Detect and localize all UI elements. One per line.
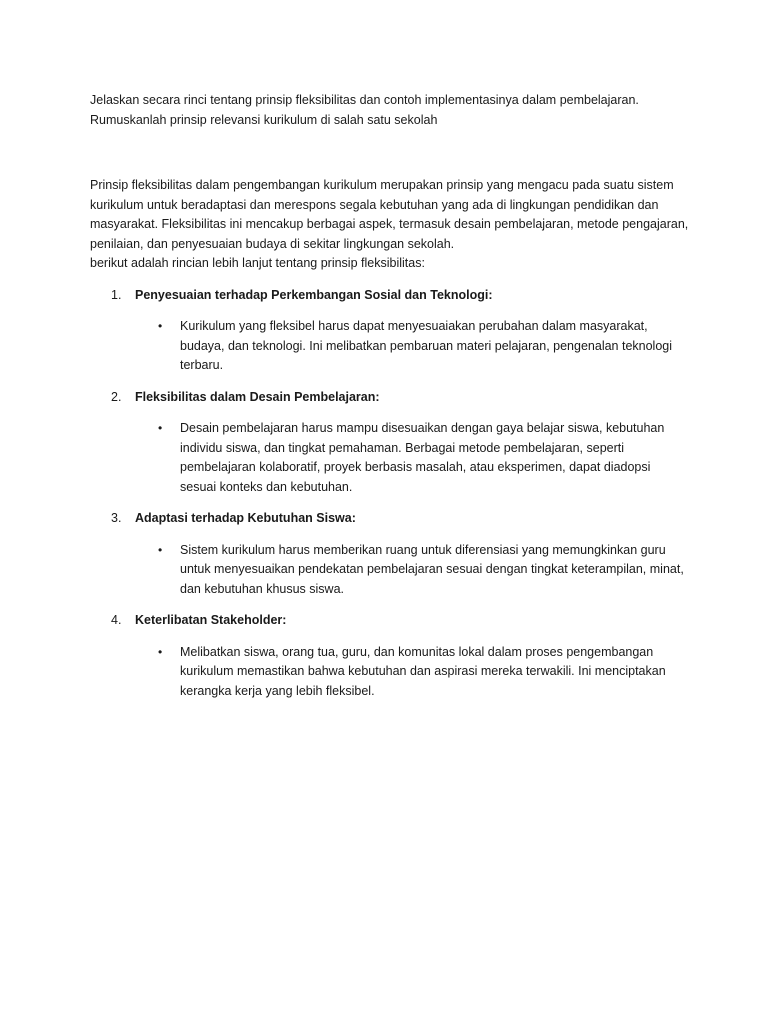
question-line-1: Jelaskan secara rinci tentang prinsip fleksibilitas dan contoh implementasinya dalam pembelajaran.: [90, 93, 639, 107]
bullet-icon: •: [158, 644, 163, 659]
bullet-text: Desain pembelajaran harus mampu disesuaikan dengan gaya belajar siswa, kebutuhan individu siswa, dan tingkat pemahaman. Berbagai metode pembelajaran, seperti pembelajaran kolaboratif, proyek berbasis masalah, atau eksperimen, dapat diadopsi sesuai konteks dan kebutuhan.: [180, 421, 665, 494]
section-2: [90, 388, 690, 498]
section-title: Adaptasi terhadap Kebutuhan Siswa:: [135, 511, 356, 525]
section-number: 4.: [111, 613, 122, 627]
bullet-item: [90, 317, 690, 376]
section-heading: [90, 388, 690, 408]
bullet-text: Kurikulum yang fleksibel harus dapat menyesuaiakan perubahan dalam masyarakat, budaya, dan teknologi. Ini melibatkan pembaruan materi pelajaran, pengenalan teknologi terbaru.: [180, 319, 673, 372]
section-heading: [90, 611, 690, 631]
question-block: [90, 91, 690, 130]
intro-block: [90, 176, 690, 274]
document-page: [90, 91, 690, 701]
bullet-item: [90, 541, 690, 600]
section-title: Penyesuaian terhadap Perkembangan Sosial dan Teknologi:: [135, 287, 493, 302]
bullet-text: Sistem kurikulum harus memberikan ruang untuk diferensiasi yang memungkinkan guru untuk menyesuaikan pendekatan pembelajaran sesuai dengan tingkat keterampilan, minat, dan kebutuhan khusus siswa.: [180, 542, 684, 596]
section-number: 1.: [111, 287, 122, 302]
section-heading: [90, 509, 690, 529]
section-1: [90, 286, 690, 376]
section-title: Keterlibatan Stakeholder:: [135, 613, 287, 627]
section-title: Fleksibilitas dalam Desain Pembelajaran:: [135, 389, 380, 404]
bullet-icon: •: [158, 319, 163, 333]
bullet-item: [90, 643, 690, 702]
section-heading: [90, 286, 690, 306]
bullet-text: Melibatkan siswa, orang tua, guru, dan komunitas lokal dalam proses pengembangan kurikulum memastikan bahwa kebutuhan dan aspirasi mereka terwakili. Ini menciptakan kerangka kerja yang lebih fleksibel.: [180, 644, 666, 698]
question-line-2: Rumuskanlah prinsip relevansi kurikulum di salah satu sekolah: [90, 112, 438, 127]
bullet-item: [90, 419, 690, 497]
section-number: 3.: [111, 511, 122, 525]
intro-lead: berikut adalah rincian lebih lanjut tentang prinsip fleksibilitas:: [90, 256, 425, 270]
bullet-icon: •: [158, 421, 163, 435]
section-3: [90, 509, 690, 599]
intro-paragraph: Prinsip fleksibilitas dalam pengembangan kurikulum merupakan prinsip yang mengacu pada suatu sistem kurikulum untuk beradaptasi dan merespons segala kebutuhan yang ada di lingkungan pendidikan dan masyarakat. Fleksibilitas ini mencakup berbagai aspek, termasuk desain pembelajaran, metode pengajaran, penilaian, dan penyesuaian budaya di sekitar lingkungan sekolah.: [90, 178, 689, 251]
bullet-icon: •: [158, 542, 163, 557]
section-number: 2.: [111, 389, 122, 404]
section-4: [90, 611, 690, 701]
